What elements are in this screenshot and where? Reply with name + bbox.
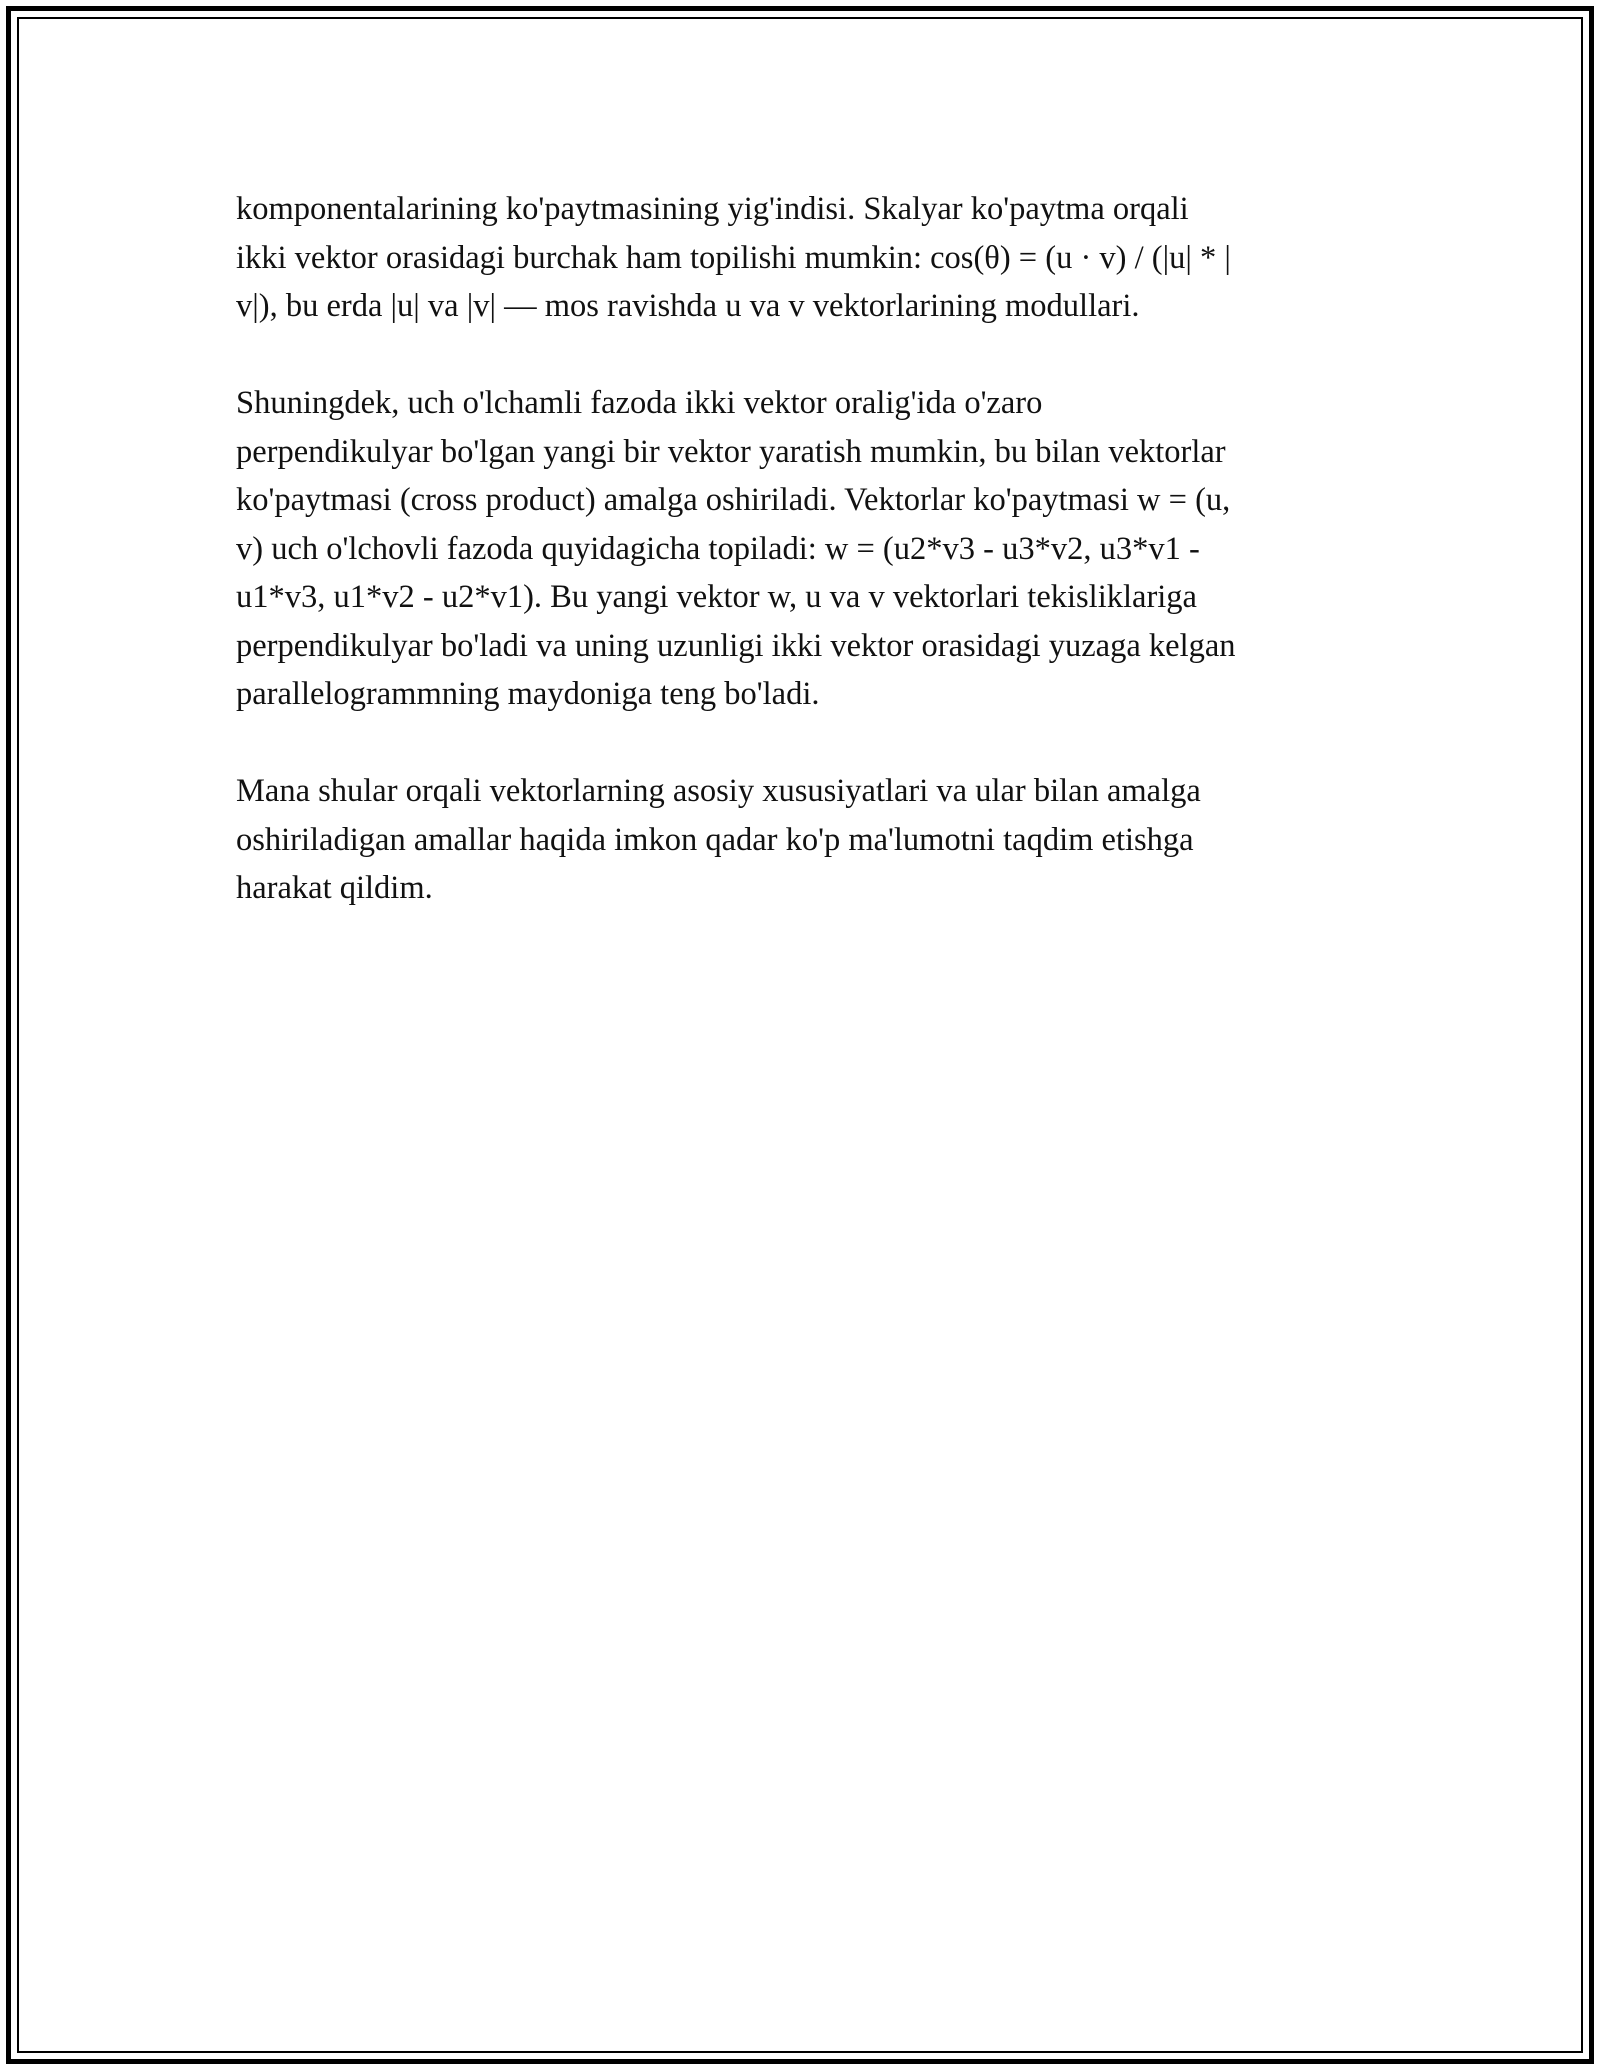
paragraph-conclusion: Mana shular orqali vektorlarning asosiy xususiyatlari va ular bilan amalga oshiriladigan amallar haqida imkon qadar ko'p ma'lumotni taqdim etishga harakat qildim. [236,773,1201,906]
paragraph-cross-product: Shuningdek, uch o'lchamli fazoda ikki vektor oralig'ida o'zaro perpendikulyar bo'lgan yangi bir vektor yaratish mumkin, bu bilan vektorlar ko'paytmasi (cross product) amalga oshiriladi. Vektorlar ko'paytmasi w = (u, v) uch o'lchovli fazoda quyidagicha topiladi: w = (u2*v3 - u3*v2, u3*v1 - u1*v3, u1*v2 - u2*v1). Bu yangi vektor w, u va v vektorlari tekisliklariga perpendikulyar bo'ladi va uning uzunligi ikki vektor orasidagi yuzaga kelgan parallelogrammning maydoniga teng bo'ladi. [236,385,1236,712]
paragraph-dot-product-angle: komponentalarining ko'paytmasining yig'indisi. Skalyar ko'paytma orqali ikki vektor orasidagi burchak ham topilishi mumkin: cos(θ) = (u · v) / (|u| * | v|), bu erda |u| va |v| — mos ravishda u va v vektorlarining modullari. [236,191,1231,324]
document-body [236,185,1366,961]
